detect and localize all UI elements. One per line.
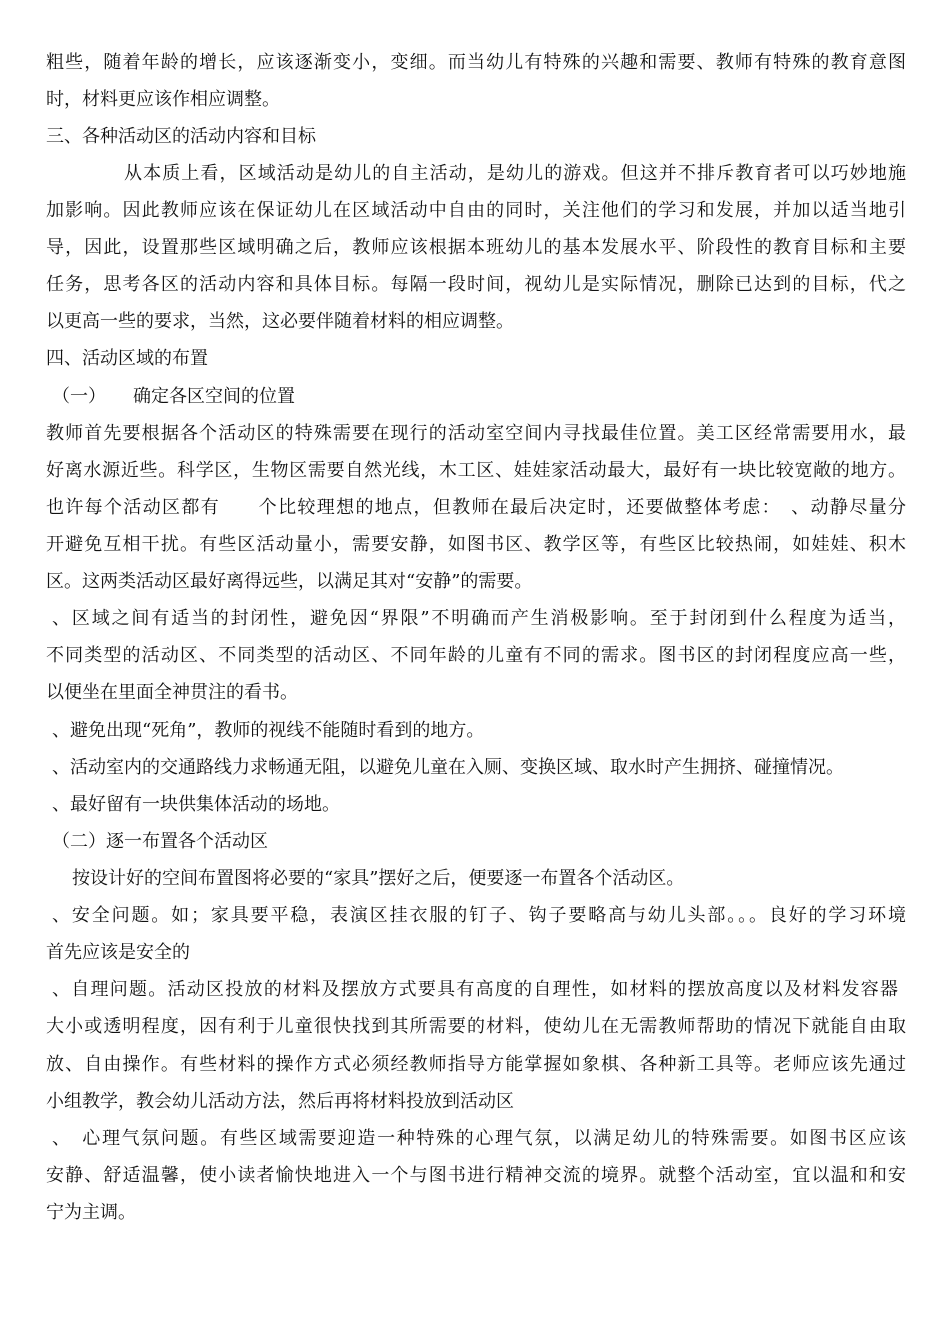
text-line: 导，因此，设置那些区域明确之后，教师应该根据本班幼儿的基本发展水平、阶段性的教育目标和主要 bbox=[46, 237, 906, 258]
text-line: 大小或透明程度，因有利于儿童很快找到其所需要的材料，使幼儿在无需教师帮助的情况下就能自由取 bbox=[46, 1016, 906, 1037]
text-line: 放、自由操作。有些材料的操作方式必须经教师指导方能掌握如象棋、各种新工具等。老师应该先通过 bbox=[46, 1054, 906, 1075]
text-line: 从本质上看，区域活动是幼儿的自主活动，是幼儿的游戏。但这并不排斥教育者可以巧妙地施 bbox=[124, 163, 906, 184]
text-line: 时，材料更应该作相应调整。 bbox=[46, 89, 280, 110]
section-heading: 三、各种活动区的活动内容和目标 bbox=[46, 126, 316, 147]
text-line: 、活动室内的交通路线力求畅通无阻，以避免儿童在入厕、变换区域、取水时产生拥挤、碰撞情况。 bbox=[52, 757, 844, 778]
text-line: 首先应该是安全的 bbox=[46, 942, 190, 963]
text-line: 开避免互相干扰。有些区活动量小，需要安静，如图书区、教学区等，有些区比较热闹，如娃娃、积木 bbox=[46, 534, 906, 555]
text-line: 小组教学，教会幼儿活动方法，然后再将材料投放到活动区 bbox=[46, 1091, 514, 1112]
text-line: 、区域之间有适当的封闭性，避免因“界限”不明确而产生消极影响。至于封闭到什么程度为适当， bbox=[52, 608, 906, 629]
text-line: 、避免出现“死角”，教师的视线不能随时看到的地方。 bbox=[52, 720, 485, 741]
text-line: 宁为主调。 bbox=[46, 1202, 136, 1223]
text-line: 区。这两类活动区最好离得远些，以满足其对“安静”的需要。 bbox=[46, 571, 533, 592]
text-line: 不同类型的活动区、不同类型的活动区、不同年龄的儿童有不同的需求。图书区的封闭程度应高一些， bbox=[46, 645, 906, 666]
text-line: 好离水源近些。科学区，生物区需要自然光线，木工区、娃娃家活动最大，最好有一块比较宽敞的地方。 bbox=[46, 460, 906, 481]
text-line: 以更高一些的要求，当然，这必要伴随着材料的相应调整。 bbox=[46, 311, 514, 332]
text-line: 、自理问题。活动区投放的材料及摆放方式要具有高度的自理性，如材料的摆放高度以及材料发容器 bbox=[52, 979, 898, 1000]
text-line: 安静、舒适温馨，使小读者愉快地进入一个与图书进行精神交流的境界。就整个活动室，宜以温和和安 bbox=[46, 1165, 906, 1186]
section-heading: 四、活动区域的布置 bbox=[46, 348, 208, 369]
text-line: 、 心理气氛问题。有些区域需要迎造一种特殊的心理气氛，以满足幼儿的特殊需要。如图书区应该 bbox=[52, 1128, 906, 1149]
text-line: 也许每个活动区都有 个比较理想的地点，但教师在最后决定时，还要做整体考虑： 、动静尽量分 bbox=[46, 497, 906, 518]
text-line: 、最好留有一块供集体活动的场地。 bbox=[52, 794, 340, 815]
text-line: 粗些，随着年龄的增长，应该逐渐变小，变细。而当幼儿有特殊的兴趣和需要、教师有特殊的教育意图 bbox=[46, 52, 906, 73]
text-line: 教师首先要根据各个活动区的特殊需要在现行的活动室空间内寻找最佳位置。美工区经常需要用水，最 bbox=[46, 423, 906, 444]
text-line: 加影响。因此教师应该在保证幼儿在区域活动中自由的同时，关注他们的学习和发展，并加以适当地引 bbox=[46, 200, 906, 221]
text-line: 以便坐在里面全神贯注的看书。 bbox=[46, 682, 298, 703]
subsection-heading: （二）逐一布置各个活动区 bbox=[52, 831, 268, 852]
text-line: 、安全问题。如；家具要平稳，表演区挂衣服的钉子、钩子要略高与幼儿头部。。。良好的学习环境 bbox=[52, 905, 906, 926]
subsection-heading: （一） 确定各区空间的位置 bbox=[52, 386, 295, 407]
text-line: 任务，思考各区的活动内容和具体目标。每隔一段时间，视幼儿是实际情况，删除已达到的目标，代之 bbox=[46, 274, 906, 295]
text-line: 按设计好的空间布置图将必要的“家具”摆好之后，便要逐一布置各个活动区。 bbox=[72, 868, 685, 889]
